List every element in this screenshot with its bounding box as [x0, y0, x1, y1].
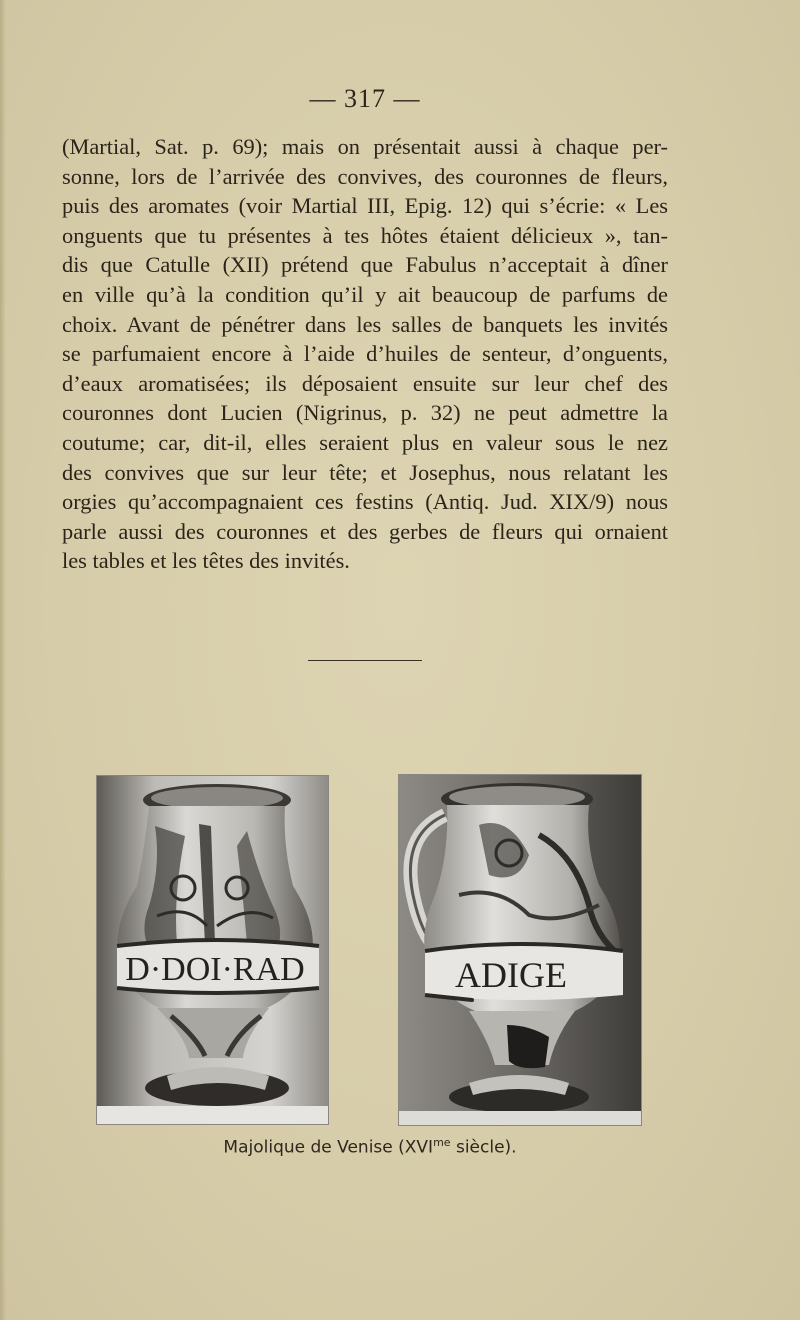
text-line: orgies qu’accompagnaient ces festins (Antiq. Jud. XIX/9) nous [62, 489, 668, 515]
caption-text: Majolique de Venise (XVI [223, 1137, 434, 1158]
text-line: (Martial, Sat. p. 69); mais on présentait aussi à chaque per- [62, 134, 668, 159]
caption-superscript: me [433, 1136, 451, 1149]
text-line: coutume; car, dit-il, elles seraient plus en valeur sous le nez [62, 429, 668, 455]
text-line: puis des aromates (voir Martial III, Epig. 12) qui s’écrie: « Les [62, 193, 668, 219]
page-number: — 317 — [309, 84, 421, 113]
text-line: sonne, lors de l’arrivée des convives, des couronnes de fleurs, [62, 163, 668, 189]
text-line: des convives que sur leur tête; et Josephus, nous relatant les [62, 459, 668, 485]
jug-illustration-right [399, 775, 641, 1125]
page-edge-shadow [0, 0, 6, 1320]
text-line: couronnes dont Lucien (Nigrinus, p. 32) ne peut admettre la [62, 400, 668, 426]
text-line: en ville qu’à la condition qu’il y ait beaucoup de parfums de [62, 281, 668, 307]
body-paragraph [62, 132, 668, 576]
majolica-jug-photo-right [398, 774, 642, 1126]
text-line: dis que Catulle (XII) prétend que Fabulus n’acceptait à dîner [62, 252, 668, 278]
majolica-jar-photo-left [96, 775, 329, 1125]
section-divider [308, 660, 422, 661]
text-line: se parfumaient encore à l’aide d’huiles de senteur, d’onguents, [62, 341, 668, 367]
jug-inscription-right: ADIGE [455, 955, 567, 995]
text-line: d’eaux aromatisées; ils déposaient ensuite sur leur chef des [62, 370, 668, 396]
figure-caption [0, 1136, 740, 1158]
text-line: choix. Avant de pénétrer dans les salles de banquets les invités [62, 311, 668, 337]
jar-inscription-left: D·DOI·RAD [125, 951, 305, 988]
text-line: parle aussi des couronnes et des gerbes de fleurs qui ornaient [62, 518, 668, 544]
text-line: les tables et les têtes des invités. [62, 548, 350, 574]
caption-text-end: siècle). [450, 1137, 517, 1158]
text-line: onguents que tu présentes à tes hôtes étaient délicieux », tan- [62, 222, 668, 248]
jar-illustration-left [97, 776, 328, 1124]
